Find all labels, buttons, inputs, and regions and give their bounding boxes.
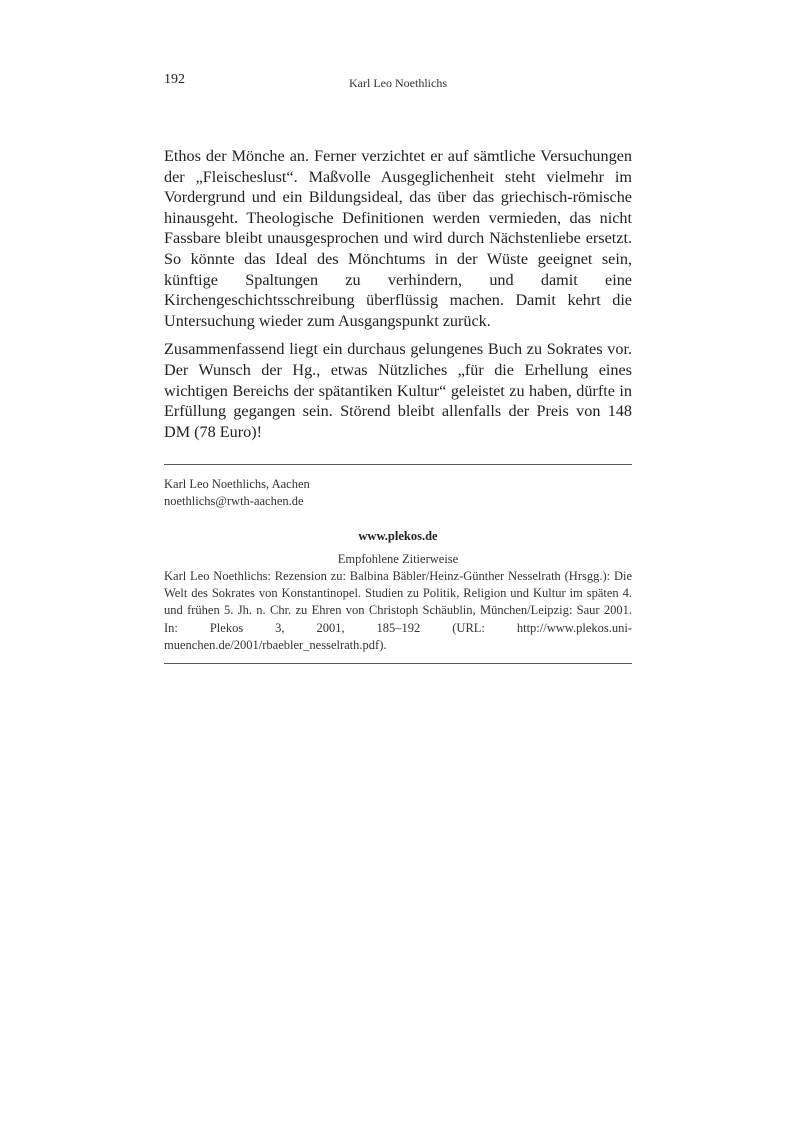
page-header	[164, 70, 632, 90]
divider-bottom	[164, 663, 632, 664]
author-email[interactable]: noethlichs@rwth-aachen.de	[164, 494, 304, 508]
paragraph: Ethos der Mönche an. Ferner verzichtet er auf sämtliche Versuchungen der „Fleischeslust“. Maßvolle Ausgeglichenheit steht vielmehr im Vordergrund und ein Bildungsideal, das über das griechisch-römische hinausgeht. Theologische Definitionen werden vermieden, das nicht Fassbare bleibt unausgesprochen und wird durch Nächstenliebe ersetzt. So könnte das Ideal des Mönchtums in der Wüste geeignet sein, künftige Spaltungen zu verhindern, und damit eine Kirchengeschichtsschreibung überflüssig machen. Damit kehrt die Untersuchung wieder zum Ausgangspunkt zurück.	[164, 147, 632, 330]
citation-heading: Empfohlene Zitierweise	[337, 552, 459, 566]
divider-top	[164, 464, 632, 465]
author-block	[164, 476, 310, 510]
page-number: 192	[164, 72, 185, 87]
citation-text: Karl Leo Noethlichs: Rezension zu: Balbina Bäbler/Heinz-Günther Nesselrath (Hrsgg.): Die Welt des Sokrates von Konstantinopel. Studien zu Politik, Religion und Kultur im späten 4. und frühen 5. Jh. n. Chr. zu Ehren von Christoph Schäublin, München/Leipzig: Saur 2001. In: Plekos 3, 2001, 185–192 (URL: http://www.plekos.uni-muenchen.de/2001/rbaebler_nesselrath.pdf).	[164, 569, 632, 652]
body-text	[164, 146, 632, 450]
website-link[interactable]: www.plekos.de	[358, 529, 438, 543]
running-head: Karl Leo Noethlichs	[349, 76, 447, 90]
paragraph: Zusammenfassend liegt ein durchaus gelungenes Buch zu Sokrates vor. Der Wunsch der Hg., etwas Nützliches „für die Erhellung eines wichtigen Bereichs der spätantiken Kultur“ geleistet zu haben, dürfte in Erfüllung gegangen sein. Störend bleibt allenfalls der Preis von 148 DM (78 Euro)!	[164, 340, 632, 441]
author-line: Karl Leo Noethlichs, Aachen	[164, 477, 310, 491]
